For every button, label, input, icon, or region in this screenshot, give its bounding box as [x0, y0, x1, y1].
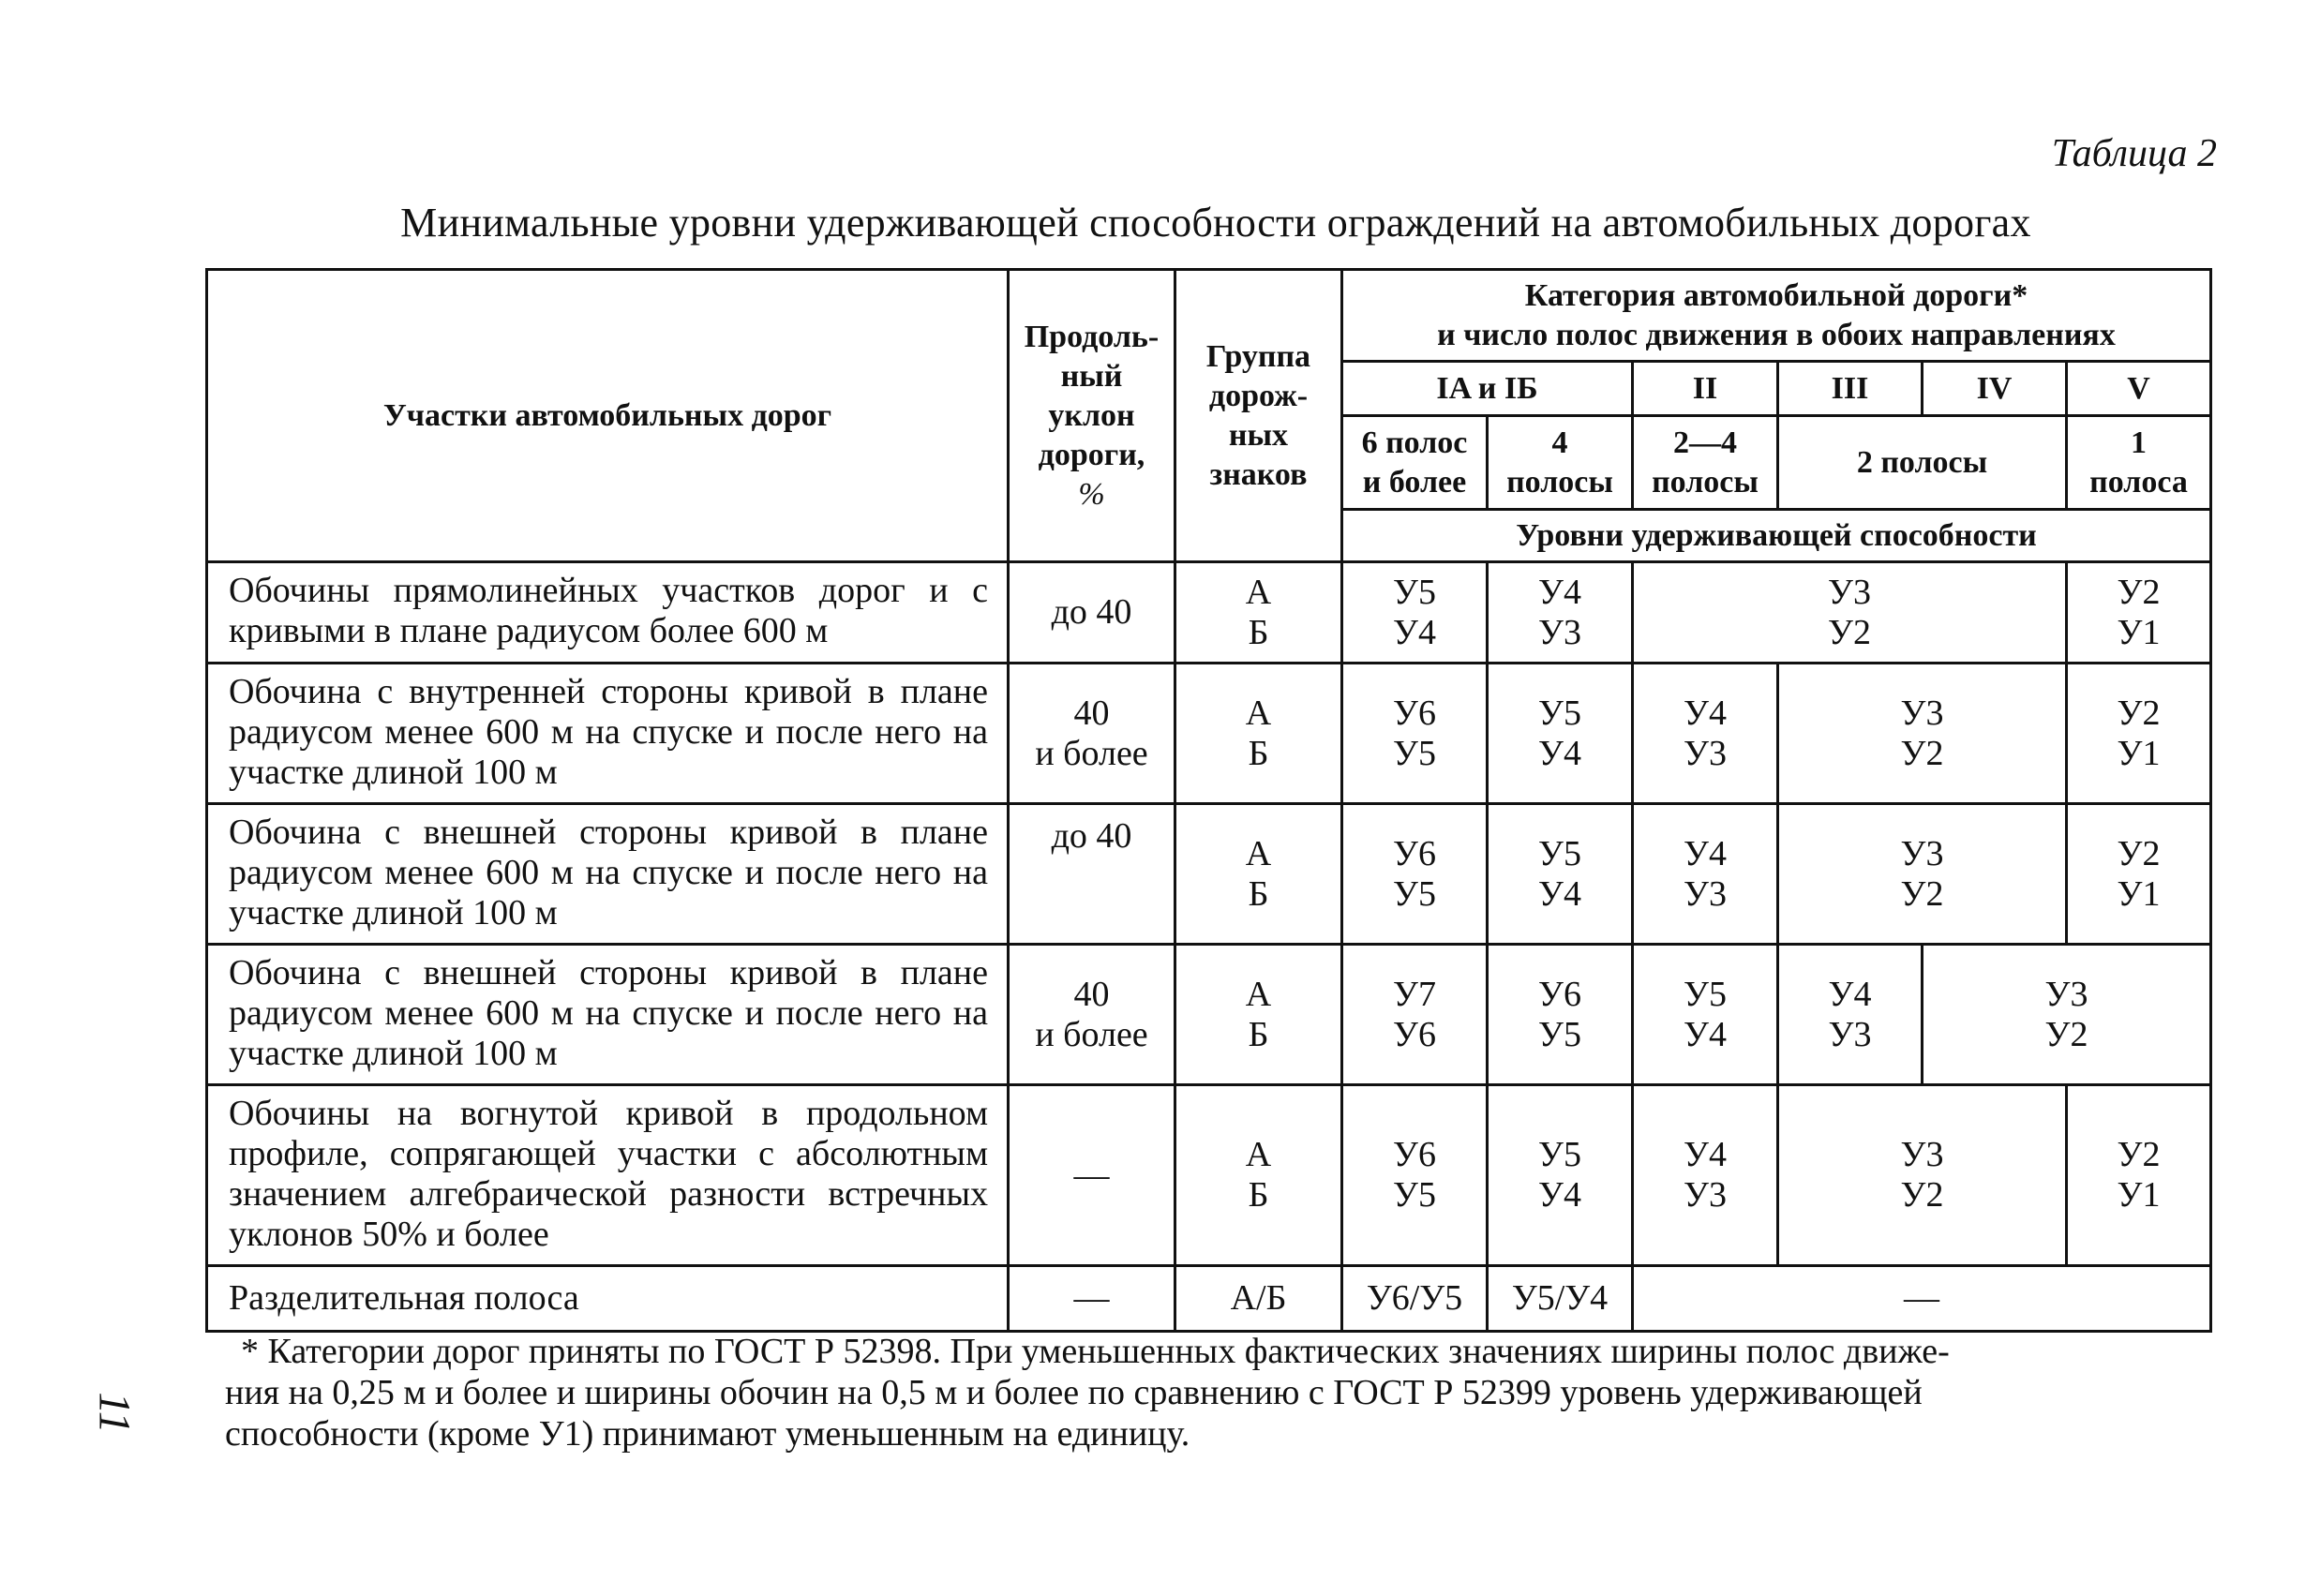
row-section: Разделительная полоса — [207, 1266, 1009, 1332]
footnote — [224, 1331, 2209, 1454]
row-level-4lanes: У5 У4 — [1488, 1085, 1633, 1266]
table-row — [207, 1266, 2211, 1332]
header-lanes-4: 4 полосы — [1488, 416, 1633, 510]
row-level-ii-v: — — [1633, 1266, 2211, 1332]
table-row — [207, 664, 2211, 804]
header-sections: Участки автомобильных дорог — [207, 270, 1009, 562]
row-groups: А Б — [1175, 945, 1342, 1085]
row-level-iv-v: У3 У2 — [1923, 945, 2211, 1085]
header-lanes-6: 6 полос и более — [1342, 416, 1488, 510]
row-level-iii-iv: У3 У2 — [1778, 1085, 2067, 1266]
header-lanes-2: 2 полосы — [1778, 416, 2067, 510]
row-level-4lanes: У5 У4 — [1488, 804, 1633, 945]
row-level-4lanes: У5/У4 — [1488, 1266, 1633, 1332]
row-level-6lanes: У7 У6 — [1342, 945, 1488, 1085]
header-lanes-2-4: 2—4 полосы — [1633, 416, 1778, 510]
row-level-ii-iv: У3 У2 — [1633, 562, 2067, 664]
row-level-6lanes: У5 У4 — [1342, 562, 1488, 664]
row-level-iii: У4 У3 — [1778, 945, 1923, 1085]
row-level-ii: У5 У4 — [1633, 945, 1778, 1085]
table-caption: Таблица 2 — [2051, 132, 2217, 175]
row-section: Обочина с внешней стороны кривой в плане радиусом менее 600 м на спуске и после него на участке длиной 100 м — [207, 945, 1009, 1085]
row-groups: А/Б — [1175, 1266, 1342, 1332]
row-slope: — — [1009, 1266, 1175, 1332]
header-cat-iv: IV — [1923, 362, 2067, 416]
table-row — [207, 945, 2211, 1085]
table-title: Минимальные уровни удерживающей способности ограждений на автомобильных дорогах — [400, 200, 2031, 246]
row-groups: А Б — [1175, 664, 1342, 804]
header-cat-v: V — [2067, 362, 2211, 416]
row-level-4lanes: У4 У3 — [1488, 562, 1633, 664]
row-level-v: У2 У1 — [2067, 562, 2211, 664]
row-groups: А Б — [1175, 562, 1342, 664]
row-level-iii-iv: У3 У2 — [1778, 664, 2067, 804]
row-slope: 40 и более — [1009, 664, 1175, 804]
row-section: Обочины на вогнутой кривой в продольном профиле, сопрягающей участки с абсолютным значением алгебраической разности встречных уклонов 50% и более — [207, 1085, 1009, 1266]
row-level-6lanes: У6 У5 — [1342, 664, 1488, 804]
header-cat-ii: II — [1633, 362, 1778, 416]
row-level-iii-iv: У3 У2 — [1778, 804, 2067, 945]
row-level-v: У2 У1 — [2067, 664, 2211, 804]
row-level-ii: У4 У3 — [1633, 804, 1778, 945]
row-level-v: У2 У1 — [2067, 804, 2211, 945]
table-row — [207, 804, 2211, 945]
header-lanes-1: 1 полоса — [2067, 416, 2211, 510]
row-level-ii: У4 У3 — [1633, 664, 1778, 804]
row-level-ii: У4 У3 — [1633, 1085, 1778, 1266]
row-level-6lanes: У6 У5 — [1342, 804, 1488, 945]
row-slope: 40 и более — [1009, 945, 1175, 1085]
header-levels: Уровни удерживающей способности — [1342, 510, 2211, 562]
header-cat-ia-ib: IA и IБ — [1342, 362, 1633, 416]
row-section: Обочина с внешней стороны кривой в плане радиусом менее 600 м на спуске и после него на участке длиной 100 м — [207, 804, 1009, 945]
row-section: Обочины прямолинейных участков дорог и с кривыми в плане радиусом более 600 м — [207, 562, 1009, 664]
row-slope: до 40 — [1009, 562, 1175, 664]
page-number: 11 — [89, 1392, 140, 1434]
row-groups: А Б — [1175, 1085, 1342, 1266]
table-row — [207, 562, 2211, 664]
footnote-line: * Категории дорог приняты по ГОСТ Р 52398. При уменьшенных фактических значениях ширины полос движе- — [241, 1332, 1950, 1371]
row-level-6lanes: У6/У5 — [1342, 1266, 1488, 1332]
row-slope: до 40 — [1009, 804, 1175, 945]
row-level-4lanes: У6 У5 — [1488, 945, 1633, 1085]
header-cat-iii: III — [1778, 362, 1923, 416]
header-sign-group: Группа дорож- ных знаков — [1175, 270, 1342, 562]
restraint-levels-table — [205, 268, 2212, 1333]
header-road-category: Категория автомобильной дороги* и число полос движения в обоих направлениях — [1342, 270, 2211, 362]
table-row — [207, 1085, 2211, 1266]
row-level-6lanes: У6 У5 — [1342, 1085, 1488, 1266]
row-section: Обочина с внутренней стороны кривой в плане радиусом менее 600 м на спуске и после него на участке длиной 100 м — [207, 664, 1009, 804]
row-level-4lanes: У5 У4 — [1488, 664, 1633, 804]
footnote-line: способности (кроме У1) принимают уменьшенным на единицу. — [225, 1414, 1190, 1454]
row-level-v: У2 У1 — [2067, 1085, 2211, 1266]
row-slope: — — [1009, 1085, 1175, 1266]
footnote-line: ния на 0,25 м и более и ширины обочин на 0,5 м и более по сравнению с ГОСТ Р 52399 уровень удерживающей — [225, 1373, 1923, 1412]
row-groups: А Б — [1175, 804, 1342, 945]
header-slope: Продоль- ный уклон дороги, % — [1009, 270, 1175, 562]
